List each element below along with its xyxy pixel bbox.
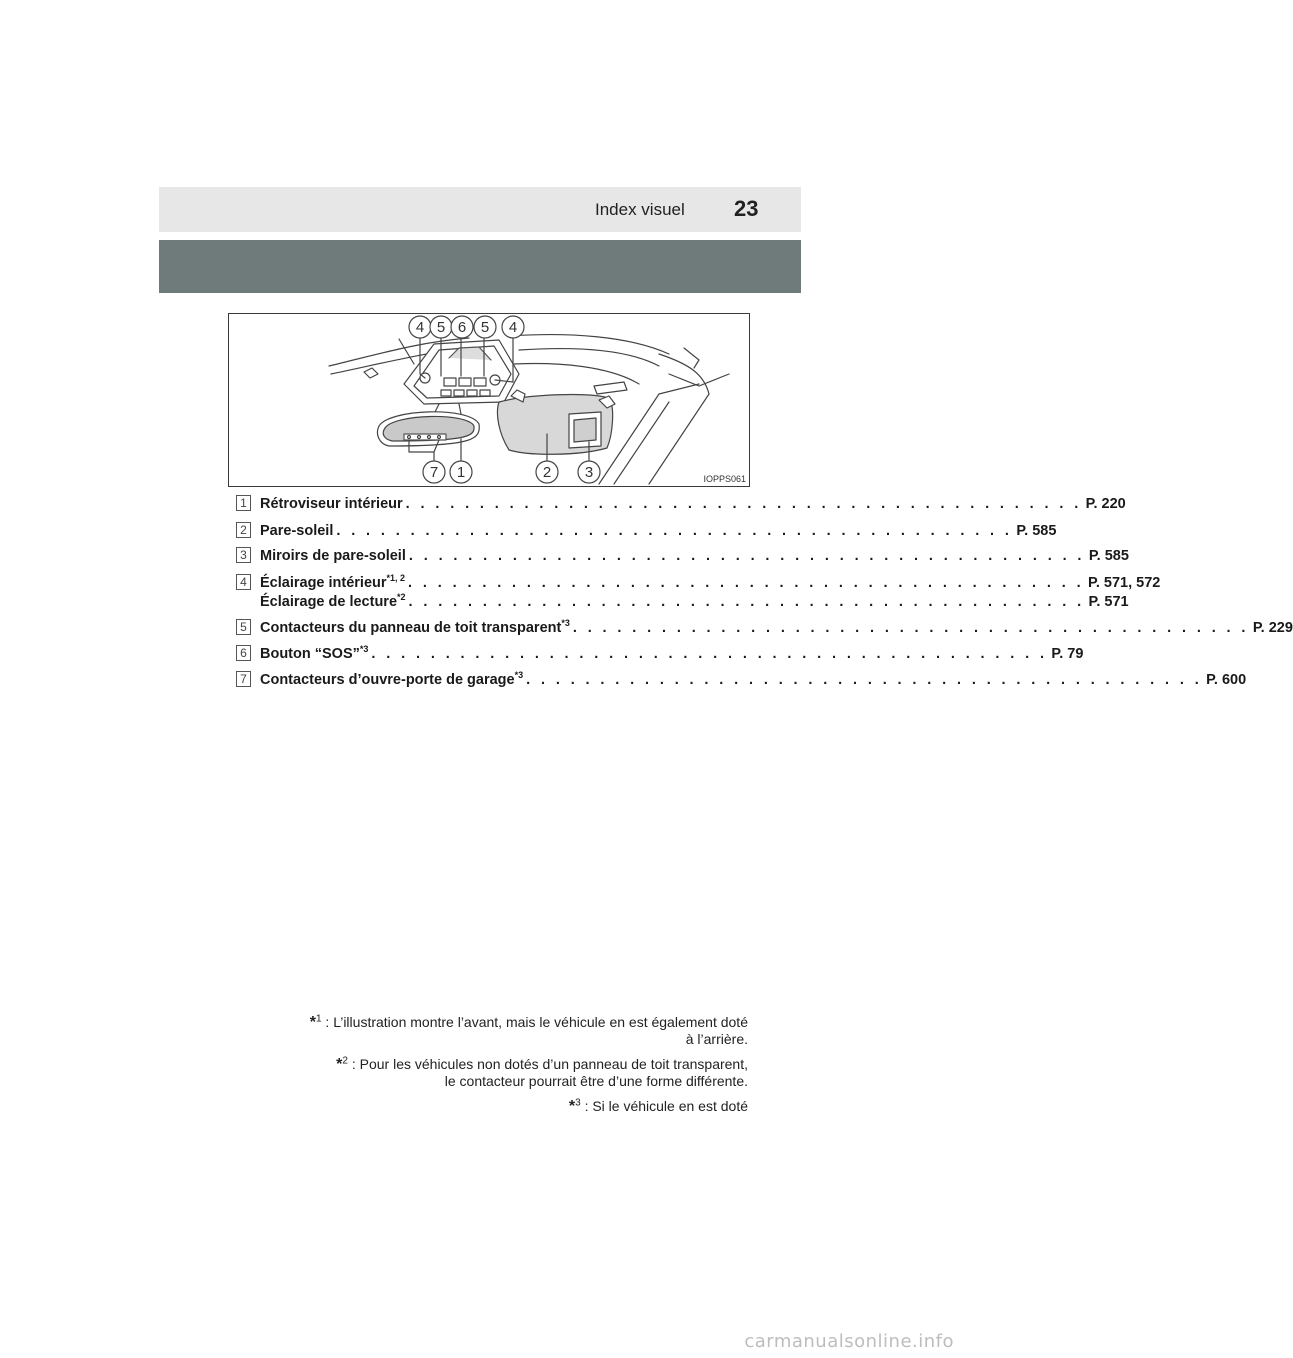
item-number-7: 7: [236, 671, 251, 687]
item-page-ref: P. 229: [1252, 620, 1293, 636]
leader-dots: . . . . . . . . . . . . . . . . . . . . . . . . . . . . . . . . . . . . . . . . . . . . . .: [336, 523, 1013, 539]
footnote-number: 3: [575, 1097, 581, 1109]
leader-dots: . . . . . . . . . . . . . . . . . . . . . . . . . . . . . . . . . . . . . . . . . . . . . .: [526, 672, 1203, 688]
footnote-1: [260, 1014, 748, 1048]
footnote-text-line1: : Pour les véhicules non dotés d’un panneau de toit transparent,: [351, 1056, 748, 1072]
item-label: Bouton “SOS”$^{*3}$: [260, 644, 369, 662]
leader-dots: . . . . . . . . . . . . . . . . . . . . . . . . . . . . . . . . . . . . . . . . . . . . . .: [408, 575, 1085, 591]
section-band: [159, 240, 801, 293]
footnote-star: *: [309, 1014, 316, 1031]
illustration-drawing: [229, 314, 749, 486]
leader-dots: . . . . . . . . . . . . . . . . . . . . . . . . . . . . . . . . . . . . . . . . . . . . . .: [371, 646, 1048, 662]
item-number-5: 5: [236, 619, 251, 635]
footnote-mark: *3: [561, 618, 570, 629]
footnote-mark: *1, 2: [386, 573, 406, 584]
footnote-mark: *2: [397, 592, 406, 603]
leader-dots: . . . . . . . . . . . . . . . . . . . . . . . . . . . . . . . . . . . . . . . . . . . . . .: [405, 496, 1082, 512]
item-label: Miroirs de pare-soleil: [260, 548, 406, 564]
item-bouton-sos: [260, 644, 1084, 663]
footnote-3: [260, 1098, 748, 1115]
callout-bottom-3-text: 2: [542, 464, 552, 481]
item-miroirs: [260, 547, 1129, 565]
leader-dots: . . . . . . . . . . . . . . . . . . . . . . . . . . . . . . . . . . . . . . . . . . . . . .: [572, 620, 1249, 636]
footnote-text-line2: le contacteur pourrait être d’une forme différente.: [444, 1073, 748, 1089]
callout-top-4-text: 5: [480, 319, 490, 336]
callout-bottom-4-text: 3: [584, 464, 594, 481]
item-page-ref: P. 585: [1016, 523, 1057, 539]
page-number: 23: [734, 196, 759, 221]
leader-dots: . . . . . . . . . . . . . . . . . . . . . . . . . . . . . . . . . . . . . . . . . . . . . .: [408, 548, 1085, 564]
section-title: Index visuel: [595, 200, 685, 219]
item-number-1: 1: [236, 495, 251, 511]
watermark: carmanualsonline.info: [744, 1331, 954, 1352]
footnote-text-line1: : L’illustration montre l’avant, mais le véhicule en est également doté: [325, 1014, 748, 1030]
item-pare-soleil: [260, 522, 1057, 540]
item-page-ref: P. 220: [1085, 496, 1126, 512]
callout-top-2-text: 5: [436, 319, 446, 336]
footnote-star: *: [336, 1056, 343, 1073]
footnote-mark: *3: [359, 644, 369, 655]
item-label: Rétroviseur intérieur: [260, 496, 403, 512]
item-page-ref: P. 571: [1088, 594, 1129, 610]
item-number-6: 6: [236, 645, 251, 661]
item-number-2: 2: [236, 522, 251, 538]
item-page-ref: P. 571, 572: [1088, 575, 1161, 591]
callout-top-5-text: 4: [508, 319, 518, 336]
figure-code: IOPPS061: [703, 474, 746, 484]
callout-top-1-text: 4: [415, 319, 425, 336]
item-retroviseur: [260, 495, 1126, 513]
item-label: Éclairage intérieur$^{*1, 2}$: [260, 573, 406, 591]
footnote-text-line2: à l’arrière.: [685, 1031, 748, 1047]
item-page-ref: P. 600: [1206, 672, 1247, 688]
item-label: Éclairage de lecture$^{*2}$: [260, 592, 406, 610]
footnote-mark: *3: [514, 670, 524, 681]
footnote-text-line1: : Si le véhicule en est doté: [584, 1098, 748, 1114]
header-bar: [159, 187, 801, 232]
item-page-ref: P. 585: [1088, 548, 1129, 564]
overhead-console-illustration: [228, 313, 750, 487]
footnotes: [260, 1014, 748, 1123]
leader-dots: . . . . . . . . . . . . . . . . . . . . . . . . . . . . . . . . . . . . . . . . . . . . . .: [408, 594, 1085, 610]
item-eclairage-lecture: [260, 592, 1129, 611]
callout-top-3-text: 6: [457, 319, 467, 336]
footnote-number: 1: [315, 1013, 322, 1025]
item-number-4: 4: [236, 574, 251, 590]
item-label: Contacteurs d’ouvre-porte de garage$^{*3}$: [260, 670, 524, 688]
footnote-star: *: [568, 1098, 576, 1115]
item-page-ref: P. 79: [1051, 646, 1084, 662]
footnote-number: 2: [342, 1055, 348, 1067]
item-toit-transparent: [260, 618, 1293, 637]
item-number-3: 3: [236, 547, 251, 563]
footnote-2: [260, 1056, 748, 1090]
item-ouvre-porte: [260, 670, 1247, 689]
item-label: Pare-soleil: [260, 523, 334, 539]
item-eclairage-interieur: [260, 573, 1161, 592]
callout-bottom-2-text: 1: [456, 464, 466, 481]
item-label: Contacteurs du panneau de toit transparent$^{*3}$: [260, 618, 570, 636]
callout-bottom-1-text: 7: [429, 464, 439, 481]
